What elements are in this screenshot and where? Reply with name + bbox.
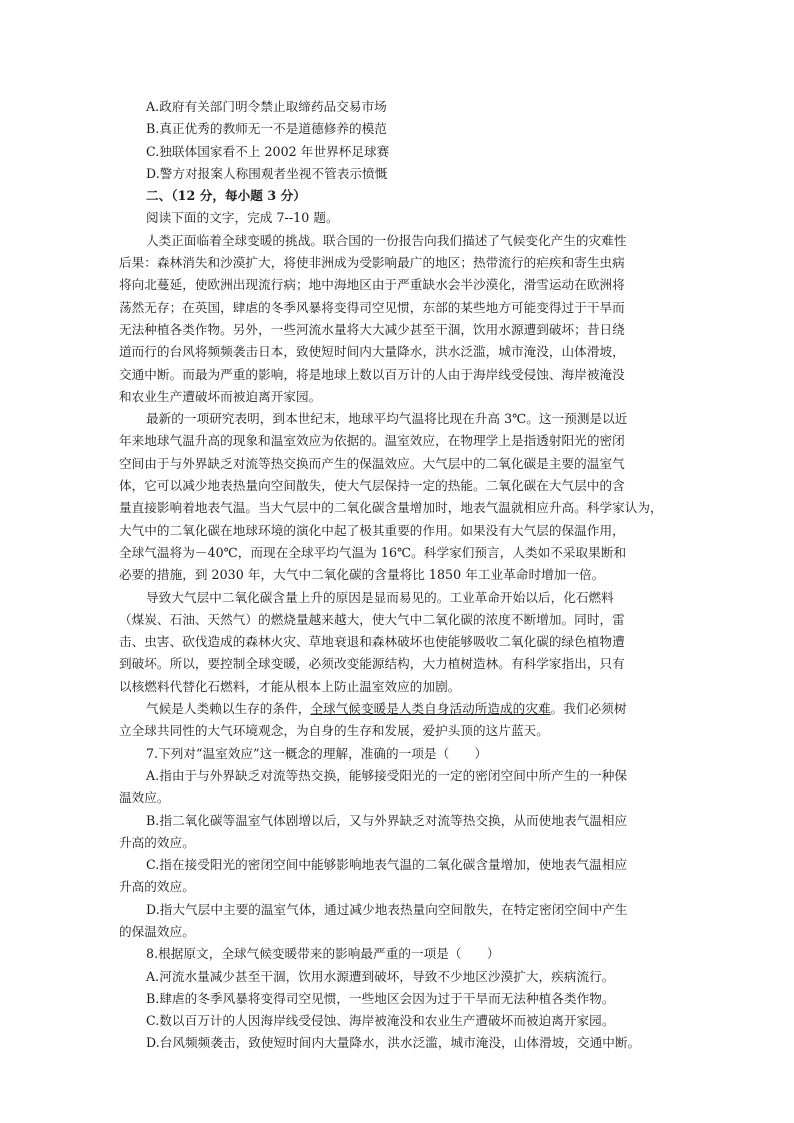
passage-line: 大气中的二氧化碳在地球环境的演化中起了极其重要的作用。如果没有大气层的保温作用， — [119, 522, 625, 538]
option-b-cont: 升高的效应。 — [119, 834, 195, 850]
option-b: B.肆虐的冬季风暴将变得司空见惯，一些地区会因为过于干旱而无法种植各类作物。 — [146, 990, 615, 1006]
prev-option-b: B.真正优秀的教师无一不是道德修养的模范 — [146, 121, 387, 137]
passage-line: 全球气温将为－40℃，而现在全球平均气温为 16℃。科学家们预言，人类如不采取果断和 — [119, 544, 627, 560]
passage-paragraph-2 — [119, 408, 685, 586]
prev-option-c: C.独联体国家看不上 2002 年世界杯足球赛 — [146, 143, 390, 159]
passage-line: 击、虫害、砍伐造成的森林火灾、草地衰退和森林破坏也使能够吸收二氧化碳的绿色植物遭 — [119, 634, 625, 650]
passage-line: 到破坏。所以，要控制全球变暖，必须改变能源结构，大力植树造林。有科学家指出，只有 — [119, 656, 625, 672]
option-a: A.河流水量减少甚至干涸，饮用水源遭到破坏，导致不少地区沙漠扩大，疾病流行。 — [146, 968, 615, 984]
passage-line: 必要的措施，到 2030 年，大气中二氧化碳的含量将比 1850 年工业革命时增加一倍。 — [119, 567, 605, 583]
passage-line: 后果：森林消失和沙漠扩大，将使非洲成为受影响最广的地区；热带流行的疟疾和寄生虫病 — [119, 255, 625, 271]
question-8 — [119, 943, 685, 1054]
passage-line: 最新的一项研究表明，到本世纪末，地球平均气温将比现在升高 3℃。这一预测是以近 — [146, 411, 628, 427]
passage-line: 和农业生产遭破坏而被迫离开家园。 — [119, 388, 322, 404]
passage-line: 荡然无存；在英国，肆虐的冬季风暴将变得司空见惯，东部的某些地方可能变得过于干旱而 — [119, 299, 625, 315]
passage-line: 交通中断。而最为严重的影响，将是地球上数以百万计的人由于海岸线受侵蚀、海岸被淹没 — [119, 366, 625, 382]
instruction: 阅读下面的文字，完成 7--10 题。 — [146, 210, 339, 226]
passage-line: 人类正面临着全球变暖的挑战。联合国的一份报告向我们描述了气候变化产生的灾难性 — [146, 232, 627, 248]
option-a: A.指由于与外界缺乏对流等热交换，能够接受阳光的一定的密闭空间中所产生的一种保 — [146, 767, 628, 783]
passage-line: 将向北蔓延，使欧洲出现流行病；地中海地区由于严重缺水会半沙漠化，滑雪运动在欧洲将 — [119, 277, 625, 293]
prev-option-d: D.警方对报案人称围观者坐视不管表示愤慨 — [146, 165, 388, 181]
passage-paragraph-1 — [119, 230, 685, 408]
option-c: C.指在接受阳光的密闭空间中能够影响地表气温的二氧化碳含量增加，使地表气温相应 — [146, 857, 628, 873]
option-d-cont: 的保温效应。 — [119, 923, 195, 939]
passage-text: 。我们必须树 — [550, 701, 627, 717]
question-stem: 7.下列对“温室效应”这一概念的理解，准确的一项是（ ） — [146, 745, 488, 761]
prev-option-a: A.政府有关部门明令禁止取缔药品交易市场 — [146, 99, 387, 114]
passage-line: 年来地球气温升高的现象和温室效应为依据的。温室效应，在物理学上是指透射阳光的密闭 — [119, 433, 625, 449]
section-title: 二、（12 分，每小题 3 分） — [146, 188, 306, 204]
passage-line: 道而行的台风将频频袭击日本，致使短时间内大量降水，洪水泛滥，城市淹没，山体滑坡， — [119, 344, 625, 360]
underlined-sentence: 全球气候变暖是人类自身活动所造成的灾难 — [310, 701, 551, 717]
passage-line: （煤炭、石油、天然气）的燃烧量越来越大，使大气中二氧化碳的浓度不断增加。同时，雷 — [119, 611, 625, 627]
question-7 — [119, 743, 685, 944]
passage-line: 立全球共同性的大气环境观念，为自身的生存和发展，爱护头顶的这片蓝天。 — [119, 723, 549, 739]
passage-line: 量直接影响着地表气温。当大气层中的二氧化碳含量增加时，地表气温就相应升高。科学家认为， — [119, 500, 663, 516]
passage-paragraph-4 — [119, 698, 685, 743]
passage-line: 以核燃料代替化石燃料，才能从根本上防止温室效应的加剧。 — [119, 678, 461, 694]
option-c: C.数以百万计的人因海岸线受侵蚀、海岸被淹没和农业生产遭破坏而被迫离开家园。 — [146, 1013, 615, 1029]
passage-paragraph-3 — [119, 587, 685, 698]
passage-line: 体，它可以减少地表热量向空间散失，使大气层保持一定的热能。二氧化碳在大气层中的含 — [119, 478, 625, 494]
passage-line: 空间由于与外界缺乏对流等热交换而产生的保温效应。大气层中的二氧化碳是主要的温室气 — [119, 455, 625, 471]
document-page — [119, 96, 685, 1055]
option-c-cont: 升高的效应。 — [119, 879, 195, 895]
option-d: D.台风频频袭击，致使短时间内大量降水，洪水泛滥，城市淹没，山体滑坡，交通中断。 — [146, 1035, 641, 1051]
passage-line — [119, 698, 685, 720]
question-stem: 8.根据原文，全球气候变暖带来的影响最严重的一项是（ ） — [146, 946, 500, 962]
option-d: D.指大气层中主要的温室气体，通过减少地表热量向空间散失，在特定密闭空间中产生 — [146, 901, 628, 917]
option-a-cont: 温效应。 — [119, 790, 170, 806]
passage-line: 导致大气层中二氧化碳含量上升的原因是显而易见的。工业革命开始以后，化石燃料 — [146, 589, 614, 605]
passage-line: 无法种植各类作物。另外，一些河流水量将大大减少甚至干涸，饮用水源遭到破坏；昔日绕 — [119, 321, 625, 337]
passage-text: 气候是人类赖以生存的条件， — [146, 701, 311, 717]
option-b: B.指二氧化碳等温室气体剧增以后，又与外界缺乏对流等热交换，从而使地表气温相应 — [146, 812, 628, 828]
